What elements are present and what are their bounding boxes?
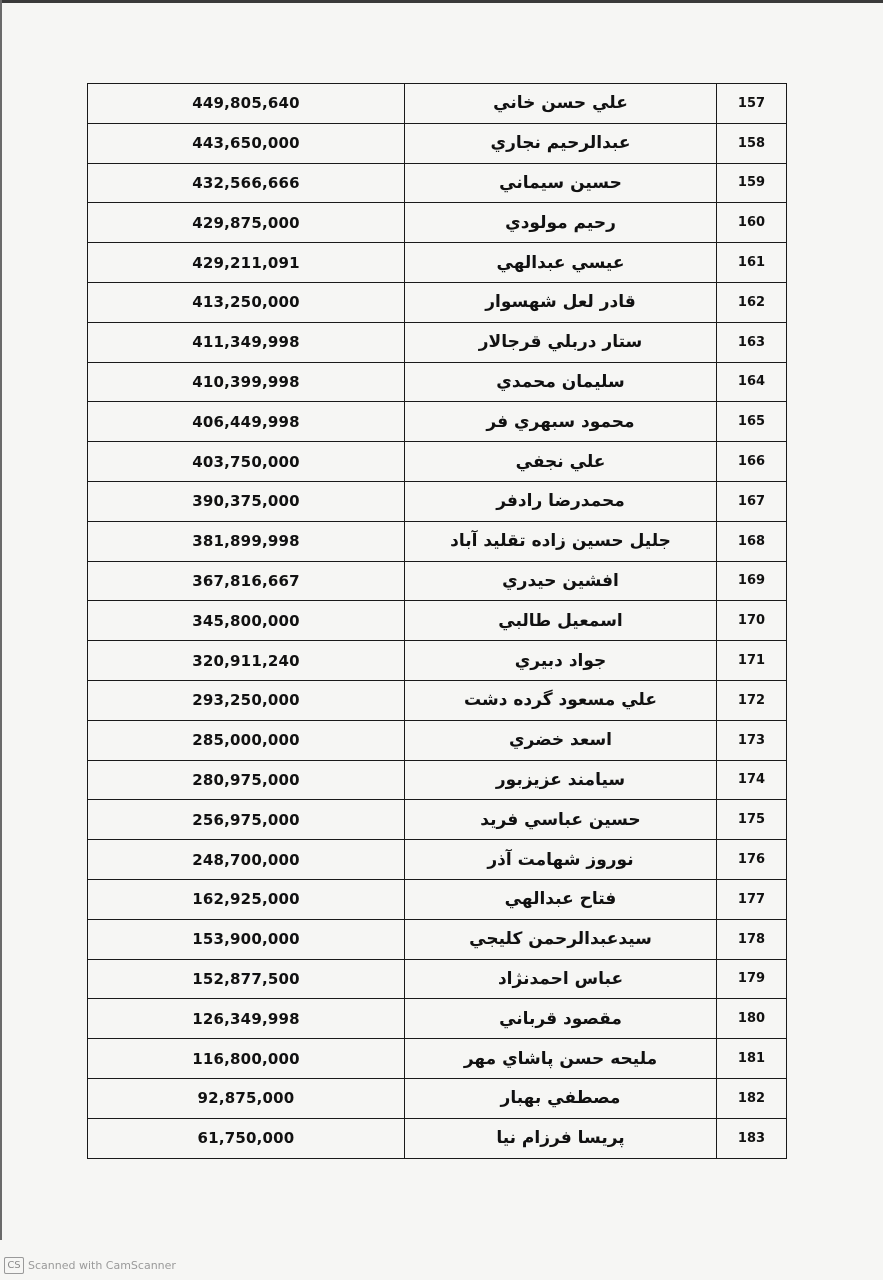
name-cell: افشين حيدري [405,561,717,601]
table-row [88,481,787,521]
page-top-edge [0,0,883,3]
amount-cell: 443,650,000 [88,123,405,163]
row-number-cell: 157 [717,84,787,124]
amount-cell: 152,877,500 [88,959,405,999]
name-cell: محمدرضا رادفر [405,481,717,521]
name-cell: ستار دربلي قرجالار [405,322,717,362]
table-row [88,561,787,601]
name-cell: عيسي عبدالهي [405,243,717,283]
table-row [88,999,787,1039]
row-number-cell: 177 [717,879,787,919]
amount-cell: 92,875,000 [88,1078,405,1118]
table-row [88,521,787,561]
row-number-cell: 166 [717,442,787,482]
amount-cell: 449,805,640 [88,84,405,124]
amount-cell: 411,349,998 [88,322,405,362]
page-left-edge [0,0,2,1240]
name-cell: جواد دبيري [405,641,717,681]
row-number-cell: 171 [717,641,787,681]
name-cell: سيدعبدالرحمن كليجي [405,919,717,959]
amount-cell: 61,750,000 [88,1118,405,1158]
row-number-cell: 182 [717,1078,787,1118]
name-cell: اسمعيل طالبي [405,601,717,641]
table-row [88,203,787,243]
table-row [88,243,787,283]
row-number-cell: 176 [717,840,787,880]
name-cell: علي نجفي [405,442,717,482]
table-row [88,163,787,203]
amount-cell: 248,700,000 [88,840,405,880]
table-row [88,959,787,999]
row-number-cell: 179 [717,959,787,999]
amount-cell: 345,800,000 [88,601,405,641]
camscanner-logo: CS [4,1257,24,1274]
name-cell: مصطفي بهبار [405,1078,717,1118]
table-row [88,84,787,124]
name-cell: پريسا فرزام نيا [405,1118,717,1158]
amount-cell: 116,800,000 [88,1039,405,1079]
table-row [88,322,787,362]
table-row [88,680,787,720]
name-cell: سليمان محمدي [405,362,717,402]
row-number-cell: 170 [717,601,787,641]
amount-cell: 429,875,000 [88,203,405,243]
table-row [88,879,787,919]
watermark-text: Scanned with CamScanner [28,1258,176,1272]
amount-cell: 367,816,667 [88,561,405,601]
table-row [88,282,787,322]
row-number-cell: 158 [717,123,787,163]
table-row [88,641,787,681]
amount-cell: 410,399,998 [88,362,405,402]
amount-cell: 413,250,000 [88,282,405,322]
row-number-cell: 180 [717,999,787,1039]
name-cell: جليل حسين زاده تقليد آباد [405,521,717,561]
amount-cell: 320,911,240 [88,641,405,681]
name-cell: حسين سيماني [405,163,717,203]
name-cell: حسين عباسي فريد [405,800,717,840]
row-number-cell: 175 [717,800,787,840]
amount-cell: 432,566,666 [88,163,405,203]
row-number-cell: 174 [717,760,787,800]
table-row [88,720,787,760]
name-cell: اسعد خضري [405,720,717,760]
table-row [88,919,787,959]
row-number-cell: 162 [717,282,787,322]
scanner-watermark [4,1256,176,1274]
amount-cell: 381,899,998 [88,521,405,561]
row-number-cell: 168 [717,521,787,561]
row-number-cell: 164 [717,362,787,402]
name-cell: علي مسعود گرده دشت [405,680,717,720]
table-row [88,362,787,402]
row-number-cell: 159 [717,163,787,203]
name-cell: قادر لعل شهسوار [405,282,717,322]
table-row [88,840,787,880]
name-cell: فتاح عبدالهي [405,879,717,919]
name-cell: عباس احمدنژاد [405,959,717,999]
name-cell: علي حسن خاني [405,84,717,124]
row-number-cell: 167 [717,481,787,521]
row-number-cell: 181 [717,1039,787,1079]
table-body [88,84,787,1159]
table-row [88,800,787,840]
table-row [88,402,787,442]
table-row [88,1118,787,1158]
name-cell: سيامند عزيزبور [405,760,717,800]
name-cell: نوروز شهامت آذر [405,840,717,880]
amount-cell: 153,900,000 [88,919,405,959]
amount-cell: 406,449,998 [88,402,405,442]
table-row [88,1078,787,1118]
row-number-cell: 169 [717,561,787,601]
amount-cell: 280,975,000 [88,760,405,800]
table-row [88,123,787,163]
name-cell: عبدالرحيم نجاري [405,123,717,163]
row-number-cell: 165 [717,402,787,442]
name-cell: رحيم مولودي [405,203,717,243]
amount-cell: 256,975,000 [88,800,405,840]
name-cell: مقصود قرباني [405,999,717,1039]
table-row [88,442,787,482]
name-cell: مليحه حسن پاشاي مهر [405,1039,717,1079]
row-number-cell: 178 [717,919,787,959]
table-row [88,1039,787,1079]
amount-cell: 390,375,000 [88,481,405,521]
table-row [88,601,787,641]
amount-cell: 285,000,000 [88,720,405,760]
amount-cell: 403,750,000 [88,442,405,482]
name-cell: محمود سبهري فر [405,402,717,442]
data-table [87,83,787,1159]
amount-cell: 162,925,000 [88,879,405,919]
row-number-cell: 173 [717,720,787,760]
row-number-cell: 163 [717,322,787,362]
table-row [88,760,787,800]
row-number-cell: 172 [717,680,787,720]
amount-cell: 293,250,000 [88,680,405,720]
row-number-cell: 160 [717,203,787,243]
amount-cell: 126,349,998 [88,999,405,1039]
amount-cell: 429,211,091 [88,243,405,283]
row-number-cell: 183 [717,1118,787,1158]
row-number-cell: 161 [717,243,787,283]
